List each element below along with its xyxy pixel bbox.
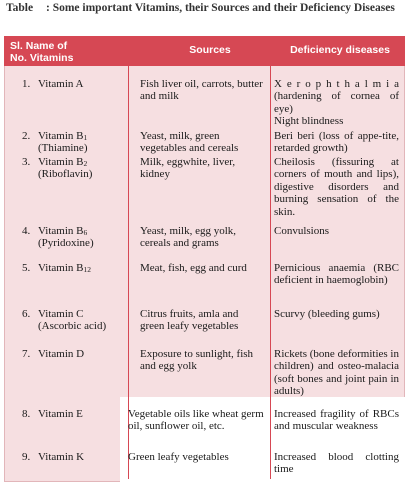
vitamin-cell [22,408,126,420]
header-col2: Sources [189,44,231,56]
row-number: 5. [22,262,31,274]
header-col1-line2: No. Vitamins [10,52,74,64]
vitamin-subscript: 6 [83,228,88,237]
vitamin-alias: (Thiamine) [38,142,88,155]
table-caption [6,2,406,15]
disease-text-2: Night blindness [274,115,344,128]
vitamin-cell [22,262,126,274]
vitamin-name: Vitamin K [38,451,85,463]
row-number: 3. [22,156,31,168]
vitamin-name: Vitamin D [38,348,85,360]
header-col1-line1: Sl. Name of [10,40,68,52]
header-col3: Deficiency diseases [290,44,390,56]
vitamin-alias: (Riboflavin) [38,168,93,181]
sources-cell: Fish liver oil, carrots, butter and milk [140,78,263,103]
sources-cell: Citrus fruits, amla and green leafy vegetables [140,308,239,333]
disease-cell: Pernicious anaemia (RBC deficient in haemoglobin) [274,262,399,287]
sources-cell: Vegetable oils like wheat germ oil, sunflower oil, etc. [128,408,264,433]
sources-cell: Green leafy vegetables [128,451,229,463]
row-number: 4. [22,225,31,237]
disease-cell: Scurvy (bleeding gums) [274,308,380,320]
disease-cell: Rickets (bone deformities in children) and osteo-malacia (soft bones and joint pain in adults) [274,348,399,398]
disease-cell: Increased blood clotting time [274,451,399,476]
row-number: 7. [22,348,31,360]
sources-cell: Milk, eggwhite, liver, kidney [140,156,236,181]
row-number: 1. [22,78,31,90]
row-number: 8. [22,408,31,420]
vitamin-name: Vitamin B [38,130,84,142]
vitamin-subscript: 12 [83,265,91,274]
vitamin-cell [22,308,126,333]
vitamin-name: Vitamin B [38,156,84,168]
column-divider-2 [270,66,271,479]
sources-cell: Yeast, milk, green vegetables and cereals [140,130,239,155]
sources-cell: Exposure to sunlight, fish and egg yolk [140,348,254,373]
disease-cell: Increased fragility of RBCs and muscular weakness [274,408,399,433]
disease-text: X e r o p h t h a l m i a (hardening of cornea of eye) [274,78,399,115]
vitamin-name: Vitamin C [38,308,84,320]
row-number: 9. [22,451,31,463]
row-number: 6. [22,308,31,320]
vitamin-name: Vitamin B [38,225,84,237]
caption-label: Table [6,2,34,14]
disease-cell [274,78,399,128]
vitamin-cell [22,348,126,360]
vitamin-alias: (Pyridoxine) [38,237,94,250]
caption-text: : Some important Vitamins, their Sources and their Deficiency Diseases [46,2,395,14]
vitamin-cell [22,451,126,463]
vitamin-subscript: 2 [83,159,88,168]
disease-cell: Convulsions [274,225,330,237]
disease-cell: Beri beri (loss of appe-tite, retarded growth) [274,130,399,155]
vitamin-cell [22,225,126,250]
sources-cell: Yeast, milk, egg yolk, cereals and grams [140,225,237,250]
vitamin-alias: (Ascorbic acid) [38,320,107,333]
disease-cell: Cheilosis (fissuring at corners of mouth and lips), digestive disorders and burning sensation of the skin. [274,156,399,218]
table-header [4,36,405,66]
vitamin-subscript: 1 [83,133,88,142]
vitamin-name: Vitamin E [38,408,83,420]
row-number: 2. [22,130,31,142]
vitamin-name: Vitamin A [38,78,84,90]
vitamin-name: Vitamin B [38,262,84,274]
sources-cell: Meat, fish, egg and curd [140,262,247,274]
vitamin-cell [22,78,126,90]
header-col1 [10,40,73,64]
vitamin-cell [22,156,126,181]
vitamin-cell [22,130,126,155]
